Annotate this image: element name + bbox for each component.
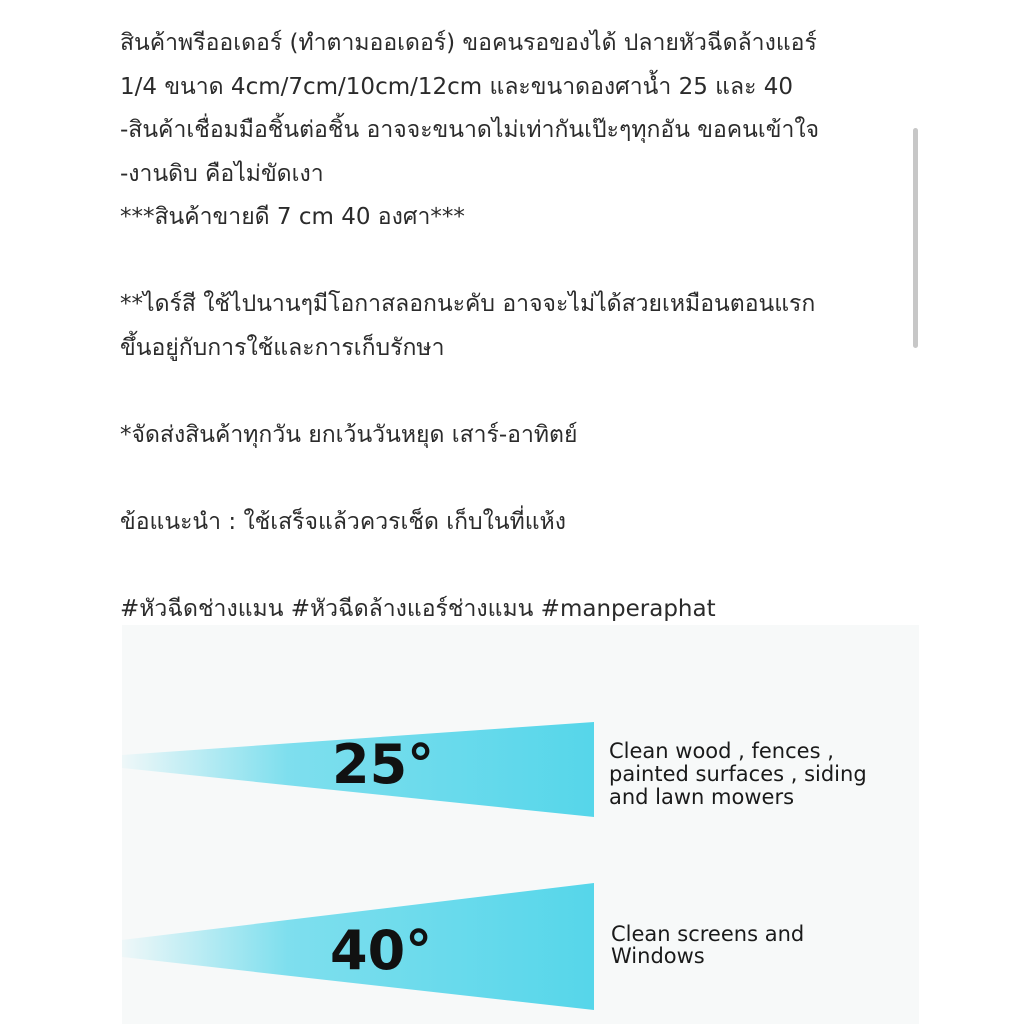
shipping-note: *จัดส่งสินค้าทุกวัน ยกเว้นวันหยุด เสาร์-อาทิตย์ xyxy=(120,421,578,448)
angle-label-25: 25° xyxy=(332,733,435,796)
use-label-40: Windows xyxy=(611,944,705,968)
paragraph-spacer xyxy=(120,370,910,414)
use-label-25: Clean wood , fences , xyxy=(609,739,834,763)
spray-angle-image xyxy=(122,625,919,1024)
spray-angle-graphic xyxy=(122,625,919,1024)
care-advice: ข้อแนะนำ : ใช้เสร็จแล้วควรเช็ด เก็บในที่แห้ง xyxy=(120,508,566,535)
use-label-25: painted surfaces , siding xyxy=(609,762,867,786)
hashtags: #หัวฉีดช่างแมน #หัวฉีดล้างแอร์ช่างแมน #manperaphat xyxy=(120,595,716,622)
use-label-40: Clean screens and xyxy=(611,922,805,946)
product-description xyxy=(120,22,910,631)
paragraph-spacer xyxy=(120,240,910,284)
description-line: -สินค้าเชื่อมมือชิ้นต่อชิ้น อาจจะขนาดไม่เท่ากันเป๊ะๆทุกอัน ขอคนเข้าใจ xyxy=(120,117,820,143)
paragraph-spacer xyxy=(120,457,910,501)
description-line: 1/4 ขนาด 4cm/7cm/10cm/12cm และขนาดองศาน้ำ 25 และ 40 xyxy=(120,73,793,100)
description-line: สินค้าพรีออเดอร์ (ทำตามออเดอร์) ขอคนรอของได้ ปลายหัวฉีดล้างแอร์ xyxy=(120,30,817,56)
use-label-25: and lawn mowers xyxy=(609,785,795,809)
paint-note-line: ขึ้นอยู่กับการใช้และการเก็บรักษา xyxy=(120,334,445,361)
best-seller-note: ***สินค้าขายดี 7 cm 40 องศา*** xyxy=(120,204,465,230)
angle-label-40: 40° xyxy=(330,919,433,982)
description-line: -งานดิบ คือไม่ขัดเงา xyxy=(120,160,324,187)
paint-note-line: **ไดร์สี ใช้ไปนานๆมีโอกาสลอกนะคับ อาจจะไม่ได้สวยเหมือนตอนแรก xyxy=(120,291,816,317)
vertical-scrollbar[interactable] xyxy=(913,128,918,348)
paragraph-spacer xyxy=(120,544,910,588)
